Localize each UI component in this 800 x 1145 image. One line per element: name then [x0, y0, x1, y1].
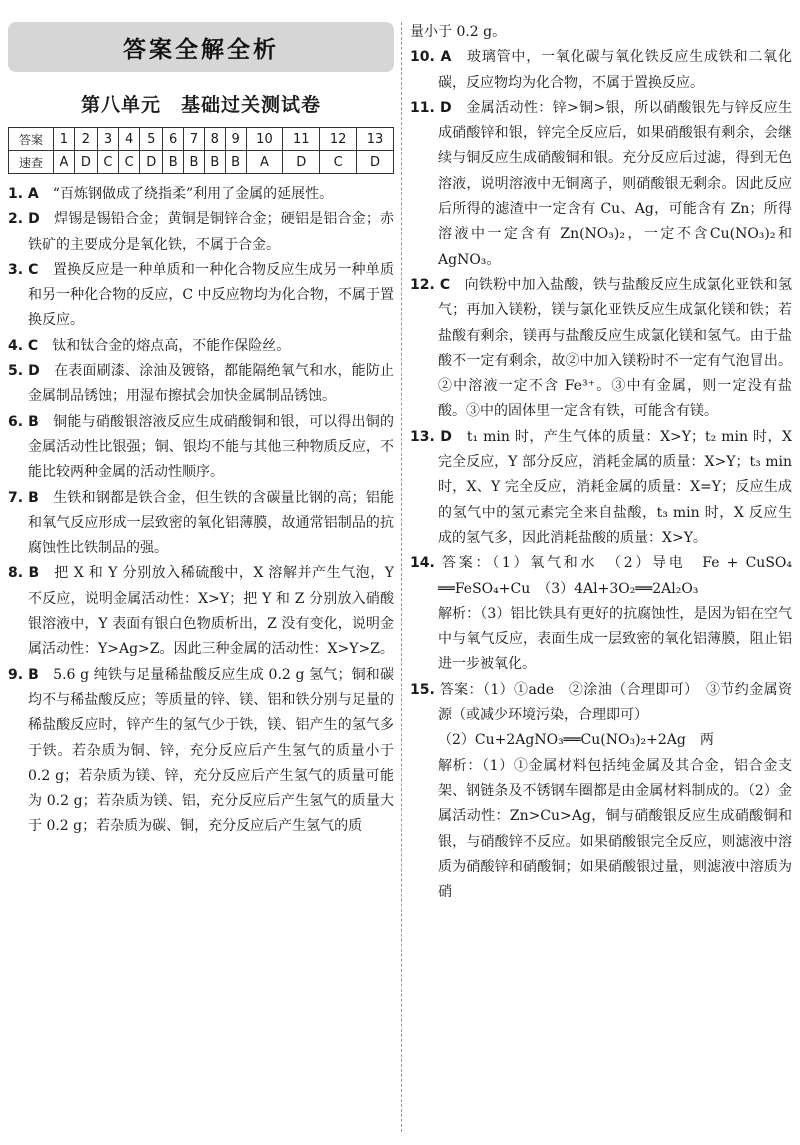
question-number: 12: [320, 128, 357, 151]
answer-cell: C: [119, 151, 140, 174]
answer-cell: B: [163, 151, 184, 174]
answer-text: 答案：（1）①ade ②涂油（合理即可） ③节约金属资源（或减少环境污染，合理即可）: [438, 681, 793, 724]
solution-text: 在表面刷漆、涂油及镀铬，都能隔绝氧气和水，能防止金属制品锈蚀；用湿布擦拭会加快金属制品锈蚀。: [28, 363, 394, 405]
continued-text: [410, 20, 792, 45]
solution-text: 量小于 0.2 g。: [410, 24, 507, 40]
solution-number: 14.: [410, 555, 435, 572]
solution-item: [8, 182, 394, 207]
solution-item: [8, 258, 394, 334]
solution-item-15: [410, 678, 792, 906]
answer-key-row-answers: [9, 151, 394, 174]
answer-cell: D: [74, 151, 97, 174]
answer-key-header: 答案: [9, 128, 54, 151]
solution-number: 4. C: [8, 337, 39, 354]
solution-item: [410, 96, 792, 273]
solution-number: 3. C: [8, 261, 39, 278]
right-solutions: [410, 45, 792, 905]
analysis-text: 解析：（1）①金属材料包括纯金属及其合金，铝合金支架、钢链条及不锈钢车圈都是由金属材料制成的。（2）金属活动性：Zn>Cu>Ag，铜与硝酸银反应生成硝酸铜和银，与硝酸锌不反应。如果硝酸银完全反应，则滤液中溶质为硝酸锌和硝酸铜；如果硝酸银过量，则滤液中溶质为硝: [438, 757, 792, 901]
solution-number: 2. D: [8, 211, 40, 228]
solution-item: [8, 561, 394, 662]
question-number: 9: [225, 128, 246, 151]
question-number: 7: [184, 128, 205, 151]
answer-text-2: （2）Cu+2AgNO₃══Cu(NO₃)₂+2Ag 两: [438, 732, 714, 749]
right-column: [410, 0, 792, 905]
question-number: 11: [283, 128, 320, 151]
answer-cell: A: [246, 151, 283, 174]
solution-number: 5. D: [8, 363, 40, 380]
answer-cell: D: [283, 151, 320, 174]
solution-item: [410, 425, 792, 551]
solution-number: 15.: [410, 681, 435, 698]
answer-cell: D: [140, 151, 163, 174]
question-number: 8: [204, 128, 225, 151]
answer-key-header: 速查: [9, 151, 54, 174]
solution-item: [8, 486, 394, 562]
solution-item-14: [410, 551, 792, 677]
question-number: 3: [97, 128, 118, 151]
answer-cell: B: [225, 151, 246, 174]
solution-item: [410, 273, 792, 425]
solution-number: 10. A: [410, 49, 452, 66]
solution-text: 金属活动性：锌>铜>银，所以硝酸银先与锌反应生成硝酸锌和银，锌完全反应后，如果硝酸银有剩余，会继续与铜反应生成硝酸铜和银。充分反应后过滤，得到无色溶液，说明溶液中无铜离子，则硝酸银无剩余。因此反应后所得的滤渣中一定含有 Cu、Ag，可能含有 Zn；所得溶液中一定含有 Zn(NO₃)₂，一定不含Cu(NO₃)₂和 AgNO₃。: [438, 99, 792, 268]
answer-cell: B: [184, 151, 205, 174]
left-column: [8, 0, 394, 840]
unit-title: 第八单元 基础过关测试卷: [80, 94, 321, 116]
solution-item: [410, 45, 792, 96]
question-number: 1: [54, 128, 75, 151]
analysis-text: 解析：（3）铝比铁具有更好的抗腐蚀性，是因为铝在空气中与氧气反应，表面生成一层致密的氧化铝薄膜，阻止铝进一步被氧化。: [438, 605, 792, 673]
answer-text: 答案：（1）氧气和水 （2）导电 Fe + CuSO₄ ══FeSO₄+Cu （3）4Al+3O₂══2Al₂O₃: [438, 555, 792, 597]
solution-text: 5.6 g 纯铁与足量稀盐酸反应生成 0.2 g 氢气；铜和碳均不与稀盐酸反应；等质量的锌、镁、铝和铁分别与足量的稀盐酸反应时，锌产生的氢气少于铁，镁、铝产生的氢气多于铁。若杂质为铜、锌，充分反应后产生氢气的质量小于 0.2 g；若杂质为镁、锌，充分反应后产生氢气的质量可能为 0.2 g；若杂质为镁、铝，充分反应后产生氢气的质量大于 0.2 g；若杂质为碳、铜，充分反应后产生氢气的质: [28, 666, 394, 835]
solution-number: 8. B: [8, 565, 40, 582]
solution-text: “百炼钢做成了绕指柔”利用了金属的延展性。: [38, 186, 334, 202]
page-title: 答案全解全析: [8, 22, 394, 72]
question-number: 2: [74, 128, 97, 151]
answer-cell: D: [357, 151, 394, 174]
solution-item: [8, 359, 394, 410]
solution-item: [8, 410, 394, 486]
solution-text: 钛和钛合金的熔点高，不能作保险丝。: [38, 337, 291, 354]
solution-number: 13. D: [410, 428, 452, 445]
question-number: 4: [119, 128, 140, 151]
solution-number: 11. D: [410, 99, 452, 116]
question-number: 5: [140, 128, 163, 151]
answer-key-table: [8, 127, 394, 174]
solution-text: 置换反应是一种单质和一种化合物反应生成另一种单质和另一种化合物的反应，C 中反应物均为化合物，不属于置换反应。: [28, 261, 394, 329]
solution-text: 玻璃管中，一氧化碳与氧化铁反应生成铁和二氧化碳，反应物均为化合物，不属于置换反应。: [438, 49, 792, 91]
solution-number: 9. B: [8, 666, 39, 683]
solution-text: 向铁粉中加入盐酸，铁与盐酸反应生成氯化亚铁和氢气；再加入镁粉，镁与氯化亚铁反应生成氯化镁和铁；若盐酸有剩余，镁再与盐酸反应生成氯化镁和氢气。由于盐酸不一定有剩余，故②中加入镁粉时不一定有气泡冒出。②中溶液一定不含 Fe³⁺。③中有金属，则一定没有盐酸。③中的固体里一定含有铁，可能含有镁。: [438, 276, 793, 420]
solution-text: t₁ min 时，产生气体的质量：X>Y；t₂ min 时，X 完全反应，Y 部分反应，消耗金属的质量：X>Y；t₃ min 时，X、Y 完全反应，消耗金属的质量：X=Y；反应生成的氢气中的氢元素完全来自盐酸，t₃ min 时，X 反应生成的氢气多，因此消耗盐酸的质量：X>Y。: [438, 428, 792, 546]
answer-cell: A: [54, 151, 75, 174]
question-number: 13: [357, 128, 394, 151]
column-divider: [401, 22, 402, 1132]
solution-item: [8, 663, 394, 840]
left-solutions: [8, 182, 394, 840]
solution-item: [8, 334, 394, 359]
answer-key-row-numbers: [9, 128, 394, 151]
answer-cell: C: [320, 151, 357, 174]
answer-cell: C: [97, 151, 118, 174]
solution-text: 铜能与硝酸银溶液反应生成硝酸铜和银，可以得出铜的金属活动性比银强；铜、银均不能与其他三种物质反应，不能比较两种金属的活动性顺序。: [28, 413, 394, 481]
solution-text: 焊锡是锡铅合金；黄铜是铜锌合金；硬铝是铝合金；赤铁矿的主要成分是氧化铁，不属于合金。: [28, 211, 394, 253]
solution-number: 12. C: [410, 276, 451, 293]
question-number: 10: [246, 128, 283, 151]
solution-item: [8, 207, 394, 258]
question-number: 6: [163, 128, 184, 151]
solution-number: 6. B: [8, 413, 39, 430]
solution-text: 生铁和钢都是铁合金，但生铁的含碳量比钢的高；铝能和氧气反应形成一层致密的氧化铝薄膜，故通常铝制品的抗腐蚀性比铁制品的强。: [28, 489, 394, 557]
solution-number: 7. B: [8, 489, 39, 506]
solution-number: 1. A: [8, 186, 39, 202]
answer-cell: B: [204, 151, 225, 174]
solution-text: 把 X 和 Y 分别放入稀硫酸中，X 溶解并产生气泡，Y 不反应，说明金属活动性：X>Y；把 Y 和 Z 分别放入硝酸银溶液中，Y 表面有银白色物质析出，Z 没有变化，说明金属活动性：Y>Ag>Z。因此三种金属的活动性：X>Y>Z。: [28, 565, 394, 658]
